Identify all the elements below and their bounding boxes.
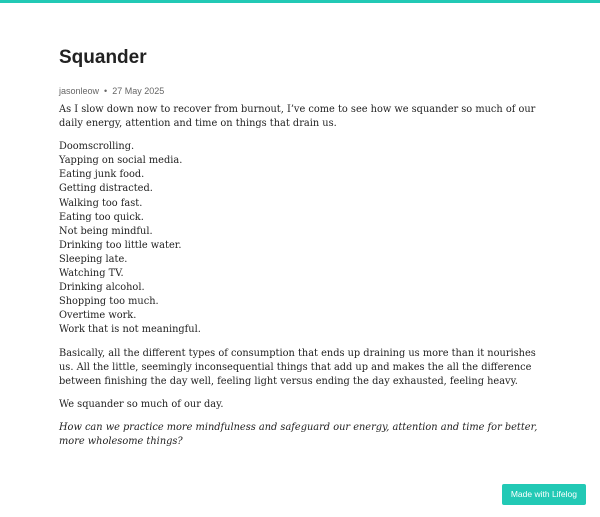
post-meta <box>59 85 549 97</box>
post-body <box>59 103 549 449</box>
list-item: Shopping too much. <box>59 296 159 308</box>
list-item: Drinking too little water. <box>59 239 182 251</box>
intro-paragraph: As I slow down now to recover from burnout, I’ve come to see how we squander so much of our daily energy, attention and time on things that drain us. <box>59 104 536 130</box>
list-item: Drinking alcohol. <box>59 282 145 294</box>
list-item: Doomscrolling. <box>59 141 135 153</box>
list-item: Yapping on social media. <box>59 155 183 167</box>
author-link[interactable]: jasonleow <box>59 86 100 96</box>
post-title: Squander <box>59 47 147 68</box>
made-with-lifelog-button[interactable]: Made with Lifelog <box>502 484 586 505</box>
summary-paragraph: Basically, all the different types of consumption that ends up draining us more than it nourishes us. All the little, seemingly inconsequential things that add up and makes the all the difference between finishing the day well, feeling light versus ending the day exhausted, feeling heavy. <box>59 347 536 387</box>
list-item: Watching TV. <box>59 268 124 280</box>
post-date: 27 May 2025 <box>112 86 165 96</box>
closing-question: How can we practice more mindfulness and safeguard our energy, attention and time for better, more wholesome things? <box>59 421 538 447</box>
list-item: Walking too fast. <box>59 197 143 209</box>
list-item: Overtime work. <box>59 310 137 322</box>
article <box>59 44 549 458</box>
list-item: Work that is not meaningful. <box>59 324 201 336</box>
meta-separator: • <box>104 86 108 96</box>
list-item: Sleeping late. <box>59 253 128 265</box>
drain-list <box>59 140 549 337</box>
list-item: Not being mindful. <box>59 225 153 237</box>
top-accent-bar <box>0 0 600 3</box>
list-item: Getting distracted. <box>59 183 153 195</box>
list-item: Eating too quick. <box>59 211 144 223</box>
statement-paragraph: We squander so much of our day. <box>59 398 224 410</box>
list-item: Eating junk food. <box>59 169 145 181</box>
